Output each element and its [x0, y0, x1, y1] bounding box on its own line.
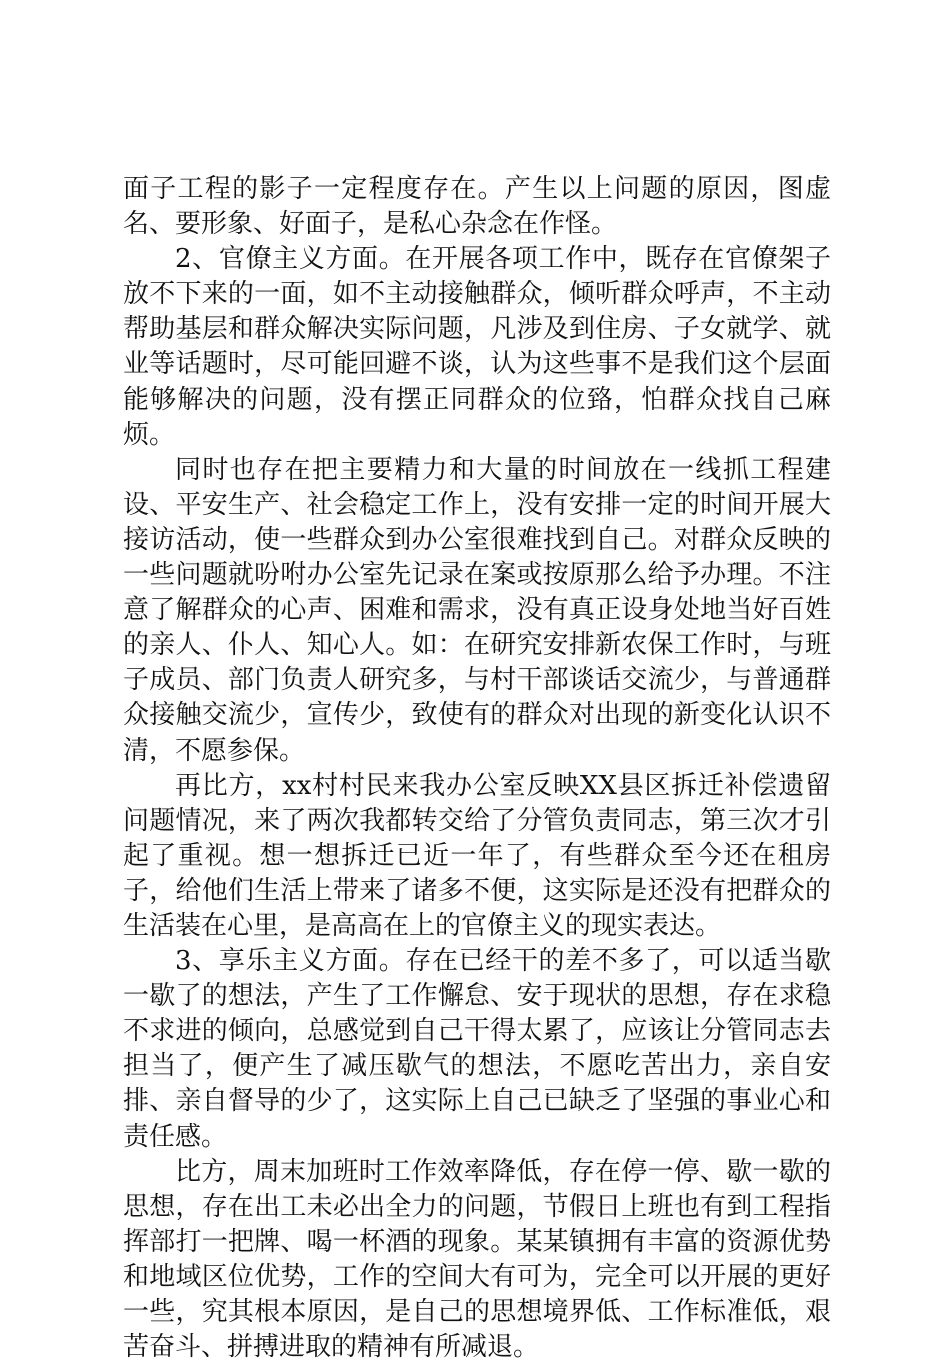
- document-body: [123, 172, 831, 1365]
- paragraph-continuation: 面子工程的影子一定程度存在。产生以上问题的原因，图虚名、要形象、好面子，是私心杂念在作怪。: [123, 174, 831, 240]
- paragraph-bureaucratism: 2、官僚主义方面。在开展各项工作中，既存在官僚架子放不下来的一面，如不主动接触群众，倾听群众呼声，不主动帮助基层和群众解决实际问题，凡涉及到住房、子女就学、就业等话题时，尽可能回避不谈，认为这些事不是我们这个层面能够解决的问题，没有摆正同群众的位臵，怕群众找自己麻烦。: [123, 244, 831, 450]
- paragraph-demolition-example: 再比方，xx村村民来我办公室反映XX县区拆迁补偿遗留问题情况，来了两次我都转交给了分管负责同志，第三次才引起了重视。想一想拆迁已近一年了，有些群众至今还在租房子，给他们生活上带来了诸多不便，这实际是还没有把群众的生活装在心里，是高高在上的官僚主义的现实表达。: [123, 770, 831, 941]
- paragraph-hedonism: 3、享乐主义方面。存在已经干的差不多了，可以适当歇一歇了的想法，产生了工作懈怠、安于现状的思想，存在求稳不求进的倾向，总感觉到自己干得太累了，应该让分管同志去担当了，便产生了减压歇气的想法，不愿吃苦出力，亲自安排、亲自督导的少了，这实际上自己已缺乏了坚强的事业心和责任感。: [123, 946, 831, 1152]
- paragraph-energy-allocation: 同时也存在把主要精力和大量的时间放在一线抓工程建设、平安生产、社会稳定工作上，没有安排一定的时间开展大接访活动，使一些群众到办公室很难找到自己。对群众反映的一些问题就吩咐办公室先记录在案或按原那么给予办理。不注意了解群众的心声、困难和需求，没有真正设身处地当好百姓的亲人、仆人、知心人。如：在研究安排新农保工作时，与班子成员、部门负责人研究多，与村干部谈话交流少，与普通群众接触交流少，宣传少，致使有的群众对出现的新变化认识不清，不愿参保。: [123, 454, 831, 766]
- paragraph-weekend-example: 比方，周末加班时工作效率降低，存在停一停、歇一歇的思想，存在出工未必出全力的问题，节假日上班也有到工程指挥部打一把牌、喝一杯酒的现象。某某镇拥有丰富的资源优势和地域区位优势，工作的空间大有可为，完全可以开展的更好一些，究其根本原因，是自己的思想境界低、工作标准低，艰苦奋斗、拼搏进取的精神有所减退。: [123, 1156, 831, 1363]
